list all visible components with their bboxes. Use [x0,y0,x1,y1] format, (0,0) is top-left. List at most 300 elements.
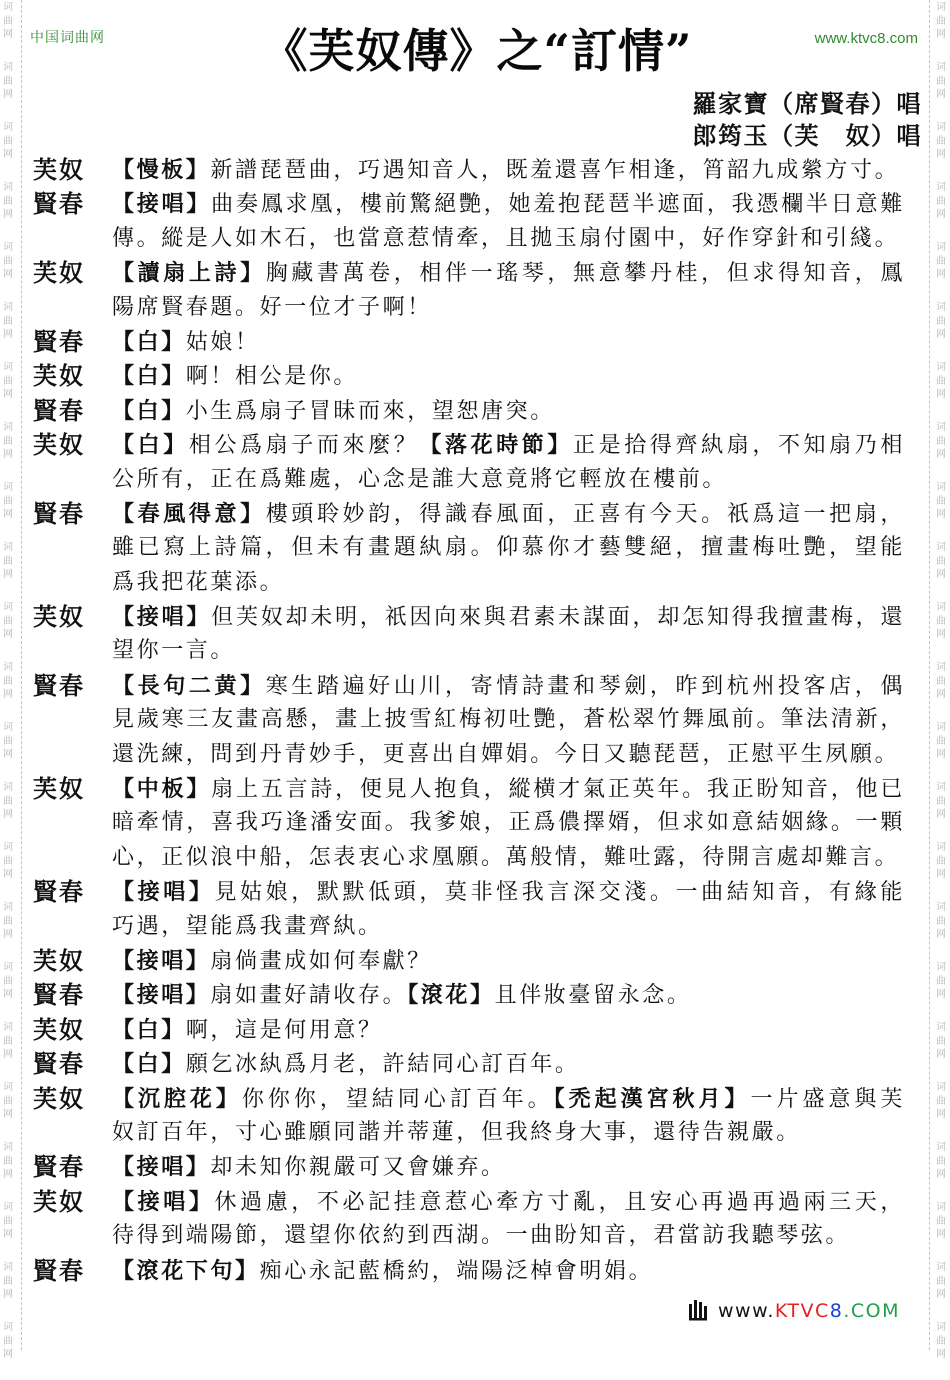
margin-divider-left [21,0,22,1350]
watermark-group [933,720,949,780]
watermark-char: 词 [936,902,946,913]
lyric-text: 見姑娘，默默低頭，莫非怪我言深交淺。一曲結知音，有緣能 [214,880,905,906]
watermark-char: 词 [936,1322,946,1333]
dialogue-entry [33,153,913,187]
lyric-text: 樓頭聆妙韵，得識春風面，正喜有今天。祇爲這一把扇， [265,501,905,527]
watermark-char: 网 [3,929,13,940]
tune-label: 【白】 [112,432,189,459]
watermark-group [0,660,16,720]
entry-lines [112,1082,905,1151]
lyric-line [112,1219,905,1253]
tune-label: 【滾花】 [407,982,495,1009]
watermark-group [0,1320,16,1380]
dialogue-entry [33,1013,913,1047]
lyric-line [112,703,905,737]
lyric-text: 巧遇，望能爲我畫齊紈。 [112,913,383,939]
speaker-name: 賢春 [33,1255,85,1285]
watermark-char: 网 [936,929,946,940]
lyric-line [112,1185,905,1219]
lyric-line [112,738,905,772]
speaker-name: 芙奴 [33,774,85,804]
watermark-char: 曲 [3,1275,13,1287]
watermark-group [0,180,16,240]
speaker-name: 芙奴 [33,602,85,632]
watermark-group [0,0,16,60]
watermark-group [0,600,16,660]
lyric-line [112,428,905,462]
lyric-text: 扇上五言詩，便見人抱負，縱横才氣正英年。我正盼知音，他已 [211,777,905,803]
lyric-line [112,669,905,703]
watermark-char: 网 [3,1349,13,1360]
watermark-group [0,420,16,480]
logo-brand-blue: 8 [829,1300,844,1322]
watermark-char: 曲 [3,975,13,987]
watermark-char: 曲 [936,795,946,807]
watermark-char: 词 [3,1262,13,1273]
watermark-group [933,900,949,960]
lyric-text: 却未知你親嚴可又會嫌弃。 [210,1155,506,1181]
watermark-group [933,180,949,240]
margin-divider-right [929,0,930,1350]
watermark-group [0,1140,16,1200]
watermark-group [933,1260,949,1320]
watermark-char: 曲 [936,495,946,507]
lyric-line [112,394,905,428]
tune-label: 【白】 [112,363,186,390]
watermark-char: 网 [936,1349,946,1360]
watermark-group [0,240,16,300]
watermark-char: 网 [936,509,946,520]
watermark-char: 词 [936,122,946,133]
credit-line: 郎筠玉（芙 奴）唱 [692,121,922,150]
watermark-group [933,780,949,840]
watermark-char: 网 [936,629,946,640]
entry-lines [112,978,905,1012]
watermark-char: 曲 [936,375,946,387]
watermark-char: 网 [936,569,946,580]
lyric-text: 陽席賢春題。好一位才子啊！ [112,294,432,320]
watermark-char: 曲 [3,15,13,27]
tune-label: 【接唱】 [112,191,212,218]
watermark-char: 网 [3,809,13,820]
watermark-char: 曲 [936,615,946,627]
watermark-char: 曲 [3,555,13,567]
lyric-text: 願乞冰紈爲月老，許結同心訂百年。 [185,1052,580,1078]
watermark-group [933,120,949,180]
watermark-char: 曲 [3,375,13,387]
watermark-char: 词 [936,302,946,313]
watermark-char: 词 [936,242,946,253]
watermark-char: 网 [3,509,13,520]
lyric-line [112,497,905,531]
watermark-char: 曲 [936,435,946,447]
watermark-char: 网 [936,989,946,1000]
watermark-char: 词 [936,782,946,793]
lyric-line [112,806,905,840]
watermark-char: 网 [3,629,13,640]
entry-lines [112,600,905,669]
watermark-char: 词 [3,1022,13,1033]
entry-lines [112,875,905,944]
watermark-char: 曲 [936,1215,946,1227]
watermark-char: 网 [3,209,13,220]
watermark-char: 网 [936,269,946,280]
lyric-text: 痴心永記藍橋約，端陽泛棹會明娟。 [259,1258,654,1284]
entry-lines [112,1254,905,1288]
watermark-group [0,540,16,600]
watermark-char: 网 [936,689,946,700]
speaker-name: 芙奴 [33,945,85,975]
lyric-line [112,944,905,978]
watermark-char: 网 [3,389,13,400]
watermark-char: 网 [3,149,13,160]
watermark-char: 网 [3,749,13,760]
watermark-char: 曲 [936,855,946,867]
watermark-char: 词 [936,482,946,493]
dialogue-entry [33,772,913,875]
dialogue-entry [33,944,913,978]
entry-lines [112,394,905,428]
watermark-char: 网 [3,1109,13,1120]
watermark-char: 网 [3,1229,13,1240]
footer-logo[interactable] [688,1292,900,1322]
lyric-text: 曲奏鳳求凰，樓前驚絕艷，她羞抱琵琶半遮面，我憑欄半日意難 [211,192,905,218]
entry-lines [112,325,905,359]
dialogue-entry [33,1185,913,1254]
watermark-column-left [0,0,16,1360]
watermark-char: 词 [936,1262,946,1273]
watermark-group [933,300,949,360]
tune-label: 【白】 [112,397,186,424]
lyric-text: 扇如畫好請收存。 [210,983,408,1009]
watermark-char: 词 [936,182,946,193]
watermark-char: 词 [3,62,13,73]
watermark-char: 词 [3,362,13,373]
watermark-char: 词 [3,482,13,493]
watermark-char: 曲 [3,315,13,327]
logo-brand-red: KTVC [774,1300,830,1322]
tune-label: 【白】 [112,328,186,355]
watermark-char: 词 [3,542,13,553]
tune-label: 【春風得意】 [112,500,266,527]
watermark-char: 词 [3,662,13,673]
watermark-char: 网 [936,1169,946,1180]
watermark-group [933,1080,949,1140]
entry-lines [112,1150,905,1184]
watermark-char: 词 [3,2,13,13]
lyric-text: 爲我把花葉添。 [112,569,285,595]
dialogue-entry [33,1082,913,1151]
watermark-char: 词 [936,422,946,433]
speaker-name: 賢春 [33,326,85,356]
watermark-char: 词 [3,902,13,913]
lyric-line [112,1047,905,1081]
lyric-text: 休過慮，不必記挂意惹心牽方寸亂，且安心再過再過兩三天， [214,1189,905,1215]
speaker-name: 芙奴 [33,258,85,288]
watermark-char: 网 [3,89,13,100]
watermark-char: 网 [3,269,13,280]
watermark-char: 词 [3,962,13,973]
watermark-char: 词 [3,242,13,253]
entry-lines [112,428,905,497]
entry-lines [112,772,905,875]
watermark-group [0,780,16,840]
watermark-char: 曲 [936,135,946,147]
watermark-column-right [933,0,949,1360]
lyric-text: 心，正似浪中船，怎表衷心求凰願。萬般情，難吐露，待開言處却難言。 [112,844,900,870]
watermark-char: 词 [936,1142,946,1153]
watermark-char: 曲 [3,615,13,627]
watermark-char: 网 [3,1169,13,1180]
watermark-char: 曲 [936,1155,946,1167]
watermark-group [933,240,949,300]
speaker-name: 賢春 [33,395,85,425]
entry-lines [112,256,905,325]
tune-label: 【接唱】 [112,604,212,631]
dialogue-entry [33,256,913,325]
speaker-name: 芙奴 [33,361,85,391]
watermark-char: 网 [3,329,13,340]
watermark-char: 词 [3,302,13,313]
watermark-group [933,960,949,1020]
lyric-line [112,566,905,600]
tune-label: 【接唱】 [112,947,211,974]
watermark-group [0,1080,16,1140]
watermark-char: 网 [936,749,946,760]
watermark-char: 网 [3,29,13,40]
entry-lines [112,944,905,978]
lyric-text: 雖已寫上詩篇，但未有畫題紈扇。仰慕你才藝雙絕，擅畫梅吐艷，望能 [112,535,905,561]
dialogue-entry [33,497,913,600]
watermark-char: 曲 [936,255,946,267]
watermark-char: 网 [936,149,946,160]
watermark-char: 网 [3,1289,13,1300]
tune-label: 【落花時節】 [419,432,574,459]
watermark-group [933,660,949,720]
entry-lines [112,359,905,393]
lyric-line [112,1254,905,1288]
watermark-char: 曲 [936,1095,946,1107]
watermark-char: 曲 [936,1335,946,1347]
watermark-char: 网 [936,89,946,100]
lyric-text: 你你你，望結同心訂百年。 [241,1086,554,1112]
site-name: 中国词曲网 [30,30,105,46]
tune-label: 【接唱】 [112,1154,211,1181]
dialogue-entry [33,875,913,944]
lyric-line [112,841,905,875]
watermark-char: 网 [3,449,13,460]
lyric-text: 啊，這是何用意？ [185,1017,383,1043]
speaker-name: 賢春 [33,670,85,700]
watermark-char: 网 [936,329,946,340]
lyric-text: 待得到端陽節，還望你依約到西湖。一曲盼知音，君當訪我聽琴弦。 [112,1223,851,1249]
dialogue-entry [33,1254,913,1288]
lyric-line [112,153,905,187]
speaker-name: 芙奴 [33,155,85,184]
speaker-name: 賢春 [33,877,85,907]
logo-suffix-green: .COM [843,1300,901,1322]
watermark-char: 词 [936,1202,946,1213]
watermark-char: 曲 [3,495,13,507]
entry-lines [112,497,905,600]
lyric-line [112,187,905,221]
dialogue-entry [33,1047,913,1081]
lyric-line [112,531,905,565]
entry-lines [112,187,905,256]
watermark-char: 曲 [3,255,13,267]
watermark-char: 曲 [936,1035,946,1047]
watermark-char: 网 [936,29,946,40]
watermark-group [0,360,16,420]
music-bars-icon [688,1298,710,1322]
lyric-text: 奴訂百年，寸心雖願同諧并蒂蓮，但我終身大事，還待告親嚴。 [112,1119,801,1145]
watermark-char: 曲 [3,195,13,207]
watermark-char: 网 [936,1109,946,1120]
watermark-group [0,480,16,540]
watermark-char: 词 [936,62,946,73]
watermark-char: 词 [3,722,13,733]
watermark-group [0,840,16,900]
lyric-line [112,325,905,359]
lyrics-dialogue [33,153,913,1288]
watermark-group [0,900,16,960]
lyric-text: 正是拾得齊紈扇，不知扇乃相 [573,433,905,459]
speaker-name: 賢春 [33,1152,85,1182]
tune-label: 【中板】 [112,776,212,803]
lyric-line [112,875,905,909]
watermark-char: 曲 [3,795,13,807]
credit-line: 羅家寶（席賢春）唱 [692,89,922,118]
watermark-char: 词 [3,602,13,613]
watermark-group [933,420,949,480]
lyric-line [112,1013,905,1047]
tune-label: 【白】 [112,1016,186,1043]
watermark-char: 曲 [3,1215,13,1227]
tune-label: 【慢板】 [112,157,211,183]
watermark-char: 词 [936,722,946,733]
lyric-line [112,600,905,634]
lyric-text: 暗牽情，喜我巧逢潘安面。我爹娘，正爲儂擇婿，但求如意結姻緣。一顆 [112,810,905,836]
watermark-char: 曲 [3,135,13,147]
watermark-char: 词 [936,962,946,973]
lyric-text: 小生爲扇子冒昧而來，望恕唐突。 [185,398,555,424]
watermark-char: 词 [3,122,13,133]
tune-label: 【滾花下句】 [112,1257,260,1284]
logo-prefix: www. [718,1300,775,1322]
lyric-line [112,256,905,290]
lyric-line [112,978,905,1012]
watermark-char: 曲 [3,735,13,747]
lyric-text: 傳。縱是人如木石，也當意惹情牽，且拋玉扇付園中，好作穿針和引綫。 [112,225,900,251]
watermark-char: 曲 [3,915,13,927]
tune-label: 【白】 [112,1051,186,1078]
watermark-char: 曲 [3,75,13,87]
speaker-name: 芙奴 [33,1083,85,1113]
watermark-char: 网 [3,989,13,1000]
dialogue-entry [33,978,913,1012]
watermark-char: 曲 [936,555,946,567]
watermark-group [933,1140,949,1200]
lyric-line [112,1082,905,1116]
watermark-char: 词 [936,1022,946,1033]
watermark-char: 词 [3,182,13,193]
watermark-char: 曲 [936,915,946,927]
lyric-text: 啊！相公是你。 [185,364,359,390]
watermark-group [933,1320,949,1380]
watermark-char: 曲 [3,1035,13,1047]
speaker-name: 賢春 [33,498,85,528]
lyric-line [112,359,905,393]
lyric-line [112,1150,905,1184]
lyric-text: 望你一言。 [112,638,236,664]
tune-label: 【長句二黄】 [112,672,266,699]
watermark-char: 词 [3,842,13,853]
watermark-char: 词 [936,2,946,13]
watermark-char: 网 [3,689,13,700]
watermark-char: 曲 [936,1275,946,1287]
watermark-char: 曲 [3,1095,13,1107]
watermark-char: 词 [936,842,946,853]
entry-lines [112,153,905,187]
watermark-char: 词 [3,1082,13,1093]
dialogue-entry [33,669,913,772]
watermark-group [0,1020,16,1080]
watermark-char: 词 [3,1142,13,1153]
watermark-char: 词 [3,1202,13,1213]
watermark-char: 曲 [3,675,13,687]
site-url-link[interactable]: www.ktvc8.com [814,30,918,47]
lyric-text: 寒生踏遍好山川，寄情詩畫和琴劍，昨到杭州投客店，偶 [265,673,905,699]
lyric-text: 新譜琵琶曲，巧遇知音人，既羞還喜乍相逢，筲韶九成縈方寸。 [210,158,900,183]
entry-lines [112,669,905,772]
lyric-text: 一片盛意與芙 [750,1086,905,1112]
lyric-line [112,634,905,668]
dialogue-entry [33,187,913,256]
watermark-group [933,0,949,60]
lyric-text: 相公爲扇子而來麼？ [188,433,420,459]
watermark-group [0,1260,16,1320]
watermark-char: 曲 [3,1335,13,1347]
speaker-name: 芙奴 [33,1014,85,1044]
tune-label: 【禿起漢宮秋月】 [553,1085,751,1112]
watermark-char: 网 [936,209,946,220]
watermark-group [0,60,16,120]
watermark-char: 词 [936,662,946,673]
tune-label: 【讀扇上詩】 [112,260,266,287]
dialogue-entry [33,600,913,669]
watermark-group [933,360,949,420]
watermark-char: 词 [3,1322,13,1333]
lyric-line [112,463,905,497]
watermark-char: 曲 [936,75,946,87]
page-title: 《芙奴傳》之“訂情” [261,24,693,78]
watermark-group [933,840,949,900]
watermark-char: 网 [936,809,946,820]
watermark-char: 曲 [3,855,13,867]
watermark-group [0,960,16,1020]
entry-lines [112,1013,905,1047]
watermark-char: 网 [936,1289,946,1300]
watermark-char: 网 [936,389,946,400]
speaker-name: 賢春 [33,1049,85,1079]
lyric-text: 公所有，正在爲難處，心念是誰大意竟將它輕放在樓前。 [112,466,728,492]
watermark-char: 词 [936,362,946,373]
lyric-line [112,772,905,806]
logo-wordmark [718,1300,900,1322]
watermark-group [933,600,949,660]
watermark-char: 词 [936,542,946,553]
tune-label: 【接唱】 [112,1188,215,1215]
